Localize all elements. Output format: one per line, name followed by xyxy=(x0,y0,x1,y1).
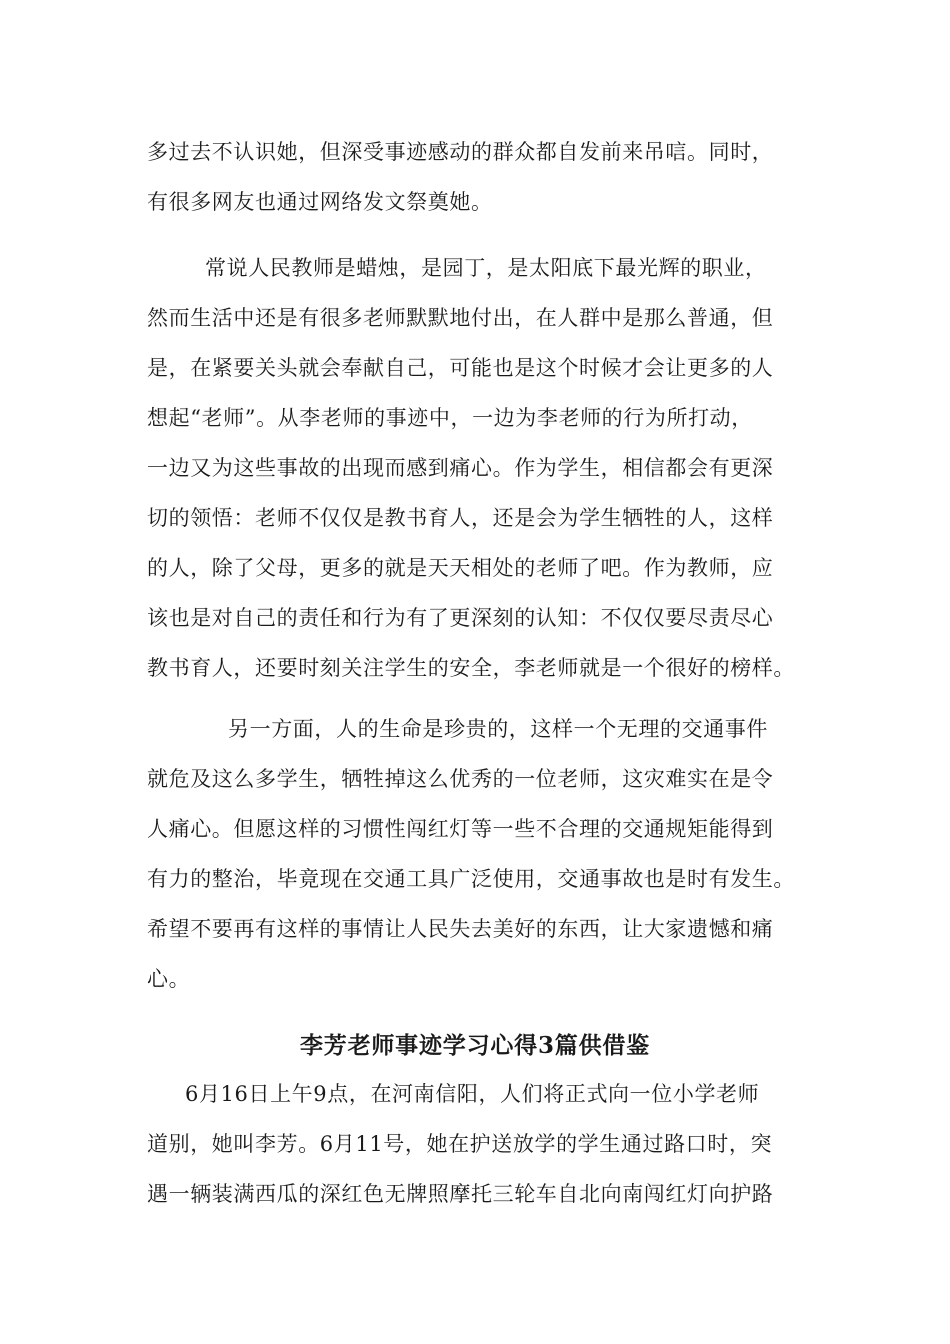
paragraph-3-line-3: 人痛心。但愿这样的习惯性闯红灯等一些不合理的交通规矩能得到 xyxy=(147,817,774,841)
paragraph-3-line-2: 就危及这么多学生，牺牲掉这么优秀的一位老师，这灾难实在是令 xyxy=(147,767,774,791)
paragraph-3-line-1: 另一方面，人的生命是珍贵的，这样一个无理的交通事件 xyxy=(228,717,768,741)
paragraph-2-line-4: 想起“老师”。从李老师的事迹中，一边为李老师的行为所打动， xyxy=(147,406,753,430)
paragraph-3-line-5: 希望不要再有这样的事情让人民失去美好的东西，让大家遗憾和痛 xyxy=(147,917,774,941)
paragraph-2-line-5: 一边又为这些事故的出现而感到痛心。作为学生，相信都会有更深 xyxy=(147,456,774,480)
paragraph-3-line-4: 有力的整治，毕竟现在交通工具广泛使用，交通事故也是时有发生。 xyxy=(147,867,795,891)
paragraph-2-line-7: 的人，除了父母，更多的就是天天相处的老师了吧。作为教师，应 xyxy=(147,556,774,580)
paragraph-2-line-2: 然而生活中还是有很多老师默默地付出，在人群中是那么普通，但 xyxy=(147,306,774,330)
paragraph-2-line-1: 常说人民教师是蜡烛，是园丁，是太阳底下最光辉的职业， xyxy=(205,256,767,280)
paragraph-2-line-6: 切的领悟：老师不仅仅是教书育人，还是会为学生牺牲的人，这样 xyxy=(147,506,774,530)
paragraph-2-line-8: 该也是对自己的责任和行为有了更深刻的认知：不仅仅要尽责尽心 xyxy=(147,606,774,630)
paragraph-1-line-1: 多过去不认识她，但深受事迹感动的群众都自发前来吊唁。同时， xyxy=(147,140,774,164)
paragraph-4-line-3: 遇一辆装满西瓜的深红色无牌照摩托三轮车自北向南闯红灯向护路 xyxy=(147,1182,774,1206)
paragraph-1-line-2: 有很多网友也通过网络发文祭奠她。 xyxy=(147,190,493,214)
paragraph-2-line-9: 教书育人，还要时刻关注学生的安全，李老师就是一个很好的榜样。 xyxy=(147,656,795,680)
paragraph-4-line-2: 道别，她叫李芳。6月11号，她在护送放学的学生通过路口时，突 xyxy=(147,1132,773,1156)
paragraph-2-line-3: 是，在紧要关头就会奉献自己，可能也是这个时候才会让更多的人 xyxy=(147,356,774,380)
section-title: 李芳老师事迹学习心得3篇供借鉴 xyxy=(299,1032,650,1059)
paragraph-3-line-6: 心。 xyxy=(147,967,191,991)
paragraph-4-line-1: 6月16日上午9点，在河南信阳，人们将正式向一位小学老师 xyxy=(185,1082,760,1106)
